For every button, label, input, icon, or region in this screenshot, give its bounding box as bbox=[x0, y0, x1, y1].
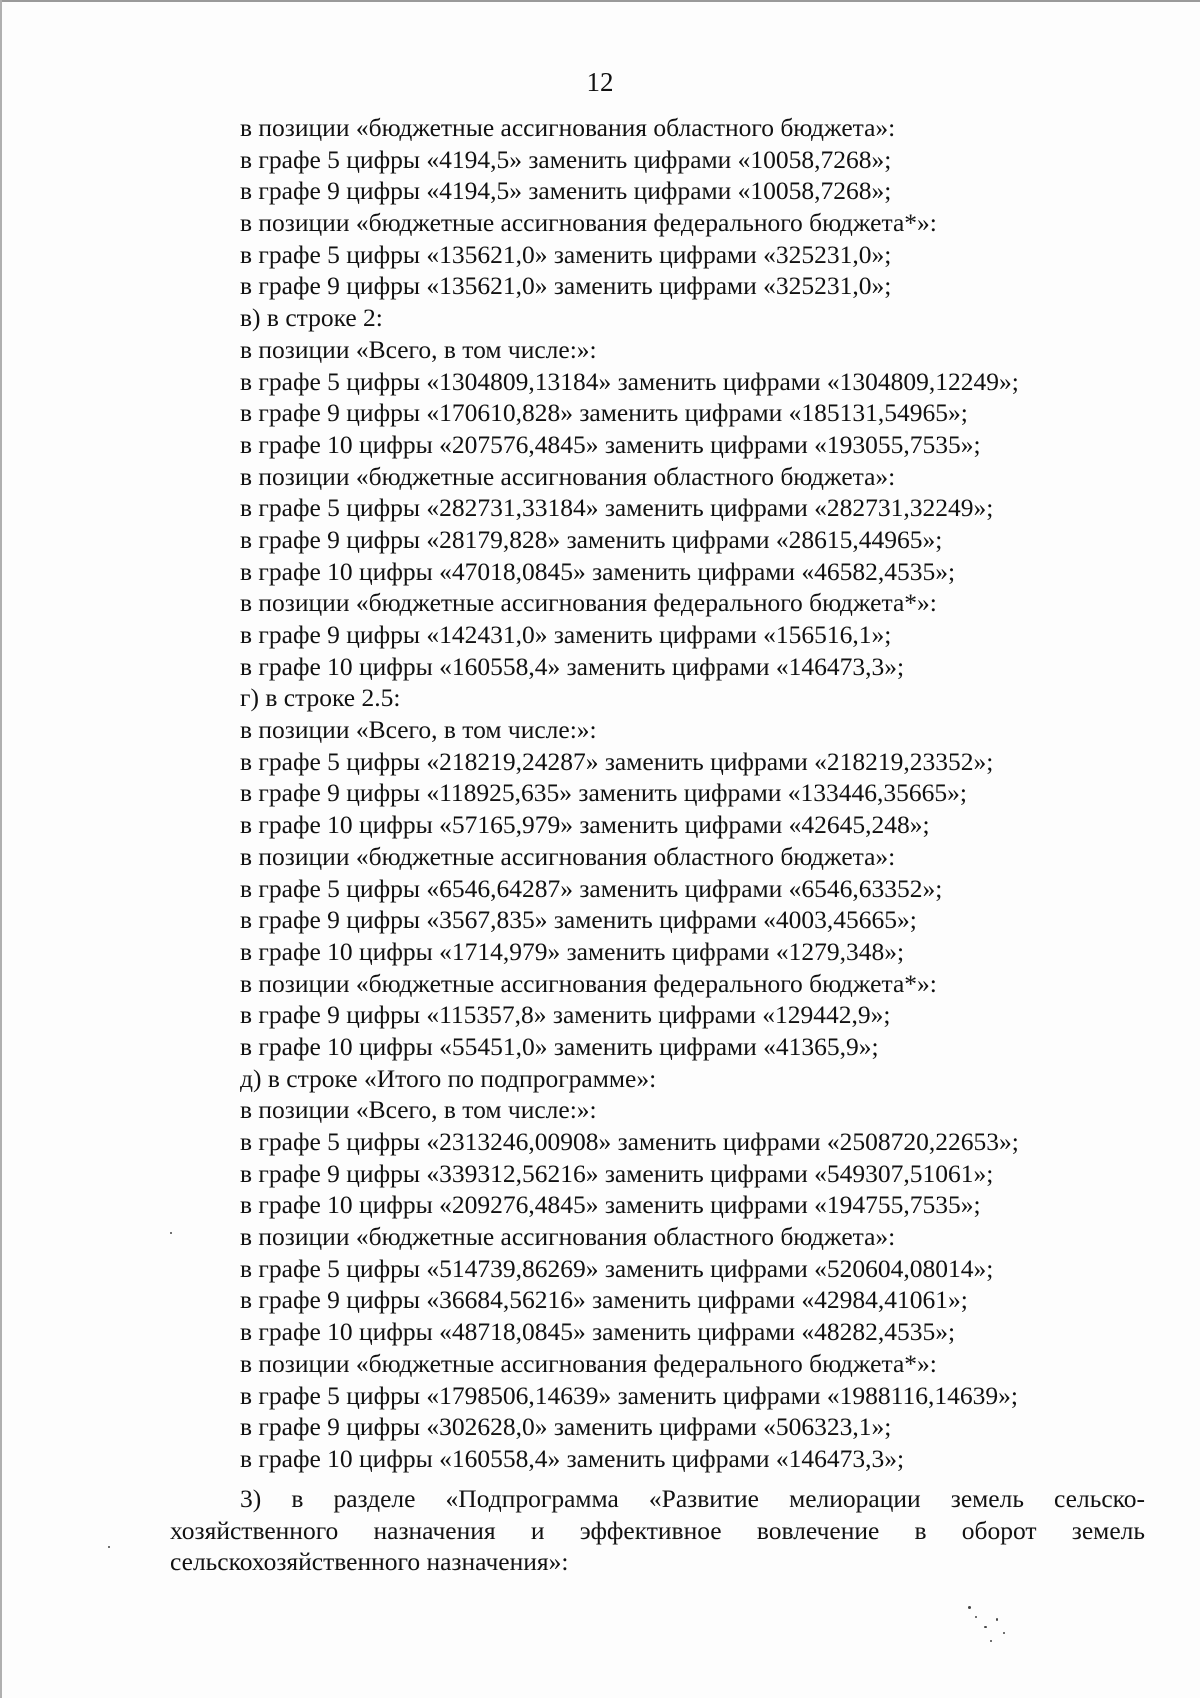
text-line: в позиции «бюджетные ассигнования областного бюджета»: bbox=[240, 461, 896, 491]
scan-speck bbox=[990, 1640, 992, 1642]
text-line: в графе 9 цифры «28179,828» заменить цифрами «28615,44965»; bbox=[240, 524, 943, 554]
text-line: в графе 5 цифры «135621,0» заменить цифрами «325231,0»; bbox=[240, 239, 892, 269]
paragraph-line-3: сельскохозяйственного назначения»: bbox=[170, 1547, 569, 1577]
amendment-lines bbox=[240, 112, 1160, 1475]
text-line: в графе 9 цифры «3567,835» заменить цифрами «4003,45665»; bbox=[240, 905, 917, 935]
scan-speck bbox=[996, 1618, 998, 1621]
text-line: д) в строке «Итого по подпрограмме»: bbox=[240, 1063, 657, 1093]
text-line: г) в строке 2.5: bbox=[240, 683, 401, 713]
text-line: в позиции «бюджетные ассигнования федерального бюджета*»: bbox=[240, 208, 937, 238]
text-line: в позиции «бюджетные ассигнования федерального бюджета*»: bbox=[240, 1348, 937, 1378]
text-line: в) в строке 2: bbox=[240, 303, 383, 333]
page-number: 12 bbox=[586, 67, 614, 97]
text-line: в позиции «бюджетные ассигнования областного бюджета»: bbox=[240, 1222, 896, 1252]
text-line: в позиции «бюджетные ассигнования федерального бюджета*»: bbox=[240, 968, 937, 998]
text-line: в графе 10 цифры «57165,979» заменить цифрами «42645,248»; bbox=[240, 810, 930, 840]
text-line: в графе 9 цифры «302628,0» заменить цифрами «506323,1»; bbox=[240, 1412, 892, 1442]
text-line: в графе 9 цифры «339312,56216» заменить цифрами «549307,51061»; bbox=[240, 1158, 994, 1188]
paragraph-line-2: хозяйственного назначения и эффективное вовлечение в оборот земель bbox=[170, 1515, 1145, 1545]
text-line: в графе 10 цифры «1714,979» заменить цифрами «1279,348»; bbox=[240, 936, 905, 966]
text-line: в позиции «бюджетные ассигнования областного бюджета»: bbox=[240, 841, 896, 871]
text-line: в графе 5 цифры «218219,24287» заменить цифрами «218219,23352»; bbox=[240, 746, 994, 776]
text-line: в графе 5 цифры «514739,86269» заменить цифрами «520604,08014»; bbox=[240, 1253, 994, 1283]
scan-speck bbox=[975, 1616, 977, 1618]
text-line: в графе 9 цифры «36684,56216» заменить цифрами «42984,41061»; bbox=[240, 1285, 968, 1315]
text-line: в позиции «Всего, в том числе:»: bbox=[240, 334, 597, 364]
text-line: в позиции «Всего, в том числе:»: bbox=[240, 1095, 597, 1125]
text-line: в графе 5 цифры «282731,33184» заменить цифрами «282731,32249»; bbox=[240, 493, 994, 523]
scan-speck bbox=[1003, 1632, 1005, 1634]
text-line: в графе 10 цифры «209276,4845» заменить цифрами «194755,7535»; bbox=[240, 1190, 981, 1220]
section-paragraph bbox=[170, 1483, 1145, 1578]
text-line: в графе 9 цифры «135621,0» заменить цифрами «325231,0»; bbox=[240, 271, 892, 301]
scan-speck bbox=[170, 1232, 172, 1234]
text-line: в графе 10 цифры «160558,4» заменить цифрами «146473,3»; bbox=[240, 651, 905, 681]
page-edge-top bbox=[0, 0, 1200, 2]
text-line: в позиции «Всего, в том числе:»: bbox=[240, 715, 597, 745]
scan-speck bbox=[984, 1626, 987, 1628]
text-line: в позиции «бюджетные ассигнования областного бюджета»: bbox=[240, 113, 896, 142]
scan-speck bbox=[108, 1546, 110, 1548]
text-line: в графе 10 цифры «55451,0» заменить цифрами «41365,9»; bbox=[240, 1031, 879, 1061]
paragraph-line-1: 3) в разделе «Подпрограмма «Развитие мелиорации земель сельско- bbox=[240, 1484, 1145, 1513]
text-line: в графе 5 цифры «1798506,14639» заменить цифрами «1988116,14639»; bbox=[240, 1380, 1018, 1410]
text-line: в графе 9 цифры «4194,5» заменить цифрами «10058,7268»; bbox=[240, 176, 892, 206]
text-line: в графе 9 цифры «118925,635» заменить цифрами «133446,35665»; bbox=[240, 778, 967, 808]
page-edge-left bbox=[0, 0, 2, 1698]
scan-speck bbox=[968, 1606, 971, 1609]
text-line: в графе 10 цифры «160558,4» заменить цифрами «146473,3»; bbox=[240, 1443, 905, 1473]
text-line: в графе 10 цифры «207576,4845» заменить цифрами «193055,7535»; bbox=[240, 429, 981, 459]
text-line: в позиции «бюджетные ассигнования федерального бюджета*»: bbox=[240, 588, 937, 618]
text-line: в графе 9 цифры «142431,0» заменить цифрами «156516,1»; bbox=[240, 620, 892, 649]
text-line: в графе 5 цифры «2313246,00908» заменить цифрами «2508720,22653»; bbox=[240, 1127, 1019, 1156]
text-line: в графе 5 цифры «6546,64287» заменить цифрами «6546,63352»; bbox=[240, 873, 943, 903]
text-line: в графе 5 цифры «4194,5» заменить цифрами «10058,7268»; bbox=[240, 144, 892, 174]
text-line: в графе 9 цифры «115357,8» заменить цифрами «129442,9»; bbox=[240, 1000, 891, 1030]
text-line: в графе 5 цифры «1304809,13184» заменить цифрами «1304809,12249»; bbox=[240, 366, 1019, 396]
text-line: в графе 10 цифры «47018,0845» заменить цифрами «46582,4535»; bbox=[240, 556, 956, 586]
text-line: в графе 9 цифры «170610,828» заменить цифрами «185131,54965»; bbox=[240, 398, 968, 428]
text-line: в графе 10 цифры «48718,0845» заменить цифрами «48282,4535»; bbox=[240, 1317, 956, 1347]
